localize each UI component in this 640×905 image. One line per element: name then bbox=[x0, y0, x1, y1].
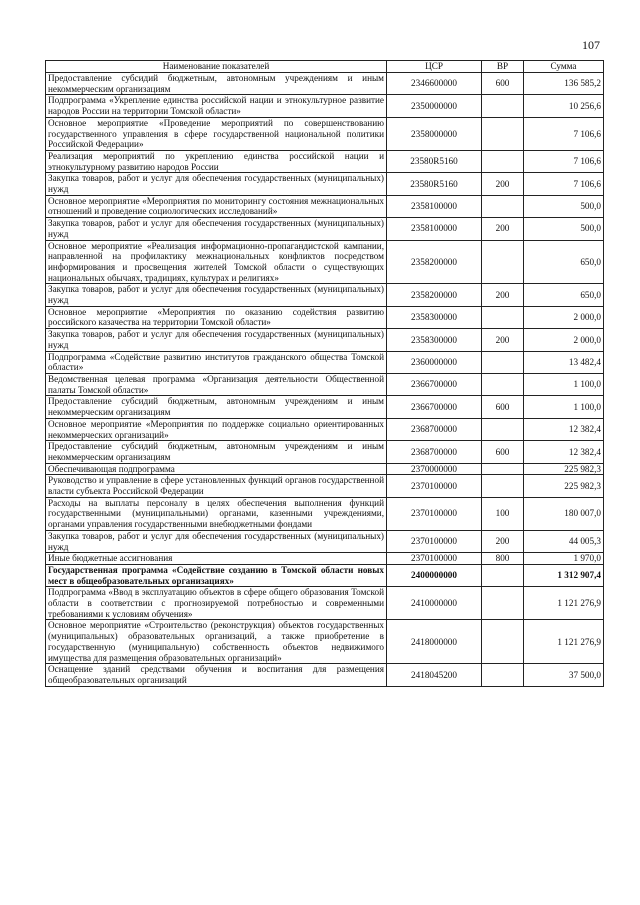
row-vr-cell bbox=[482, 664, 524, 686]
row-vr-cell: 600 bbox=[482, 441, 524, 463]
row-vr-cell bbox=[482, 95, 524, 117]
row-csr-cell: 2370100000 bbox=[387, 475, 482, 497]
budget-table bbox=[45, 60, 604, 687]
table-row bbox=[46, 218, 604, 240]
row-sum-cell: 12 382,4 bbox=[524, 418, 604, 440]
row-name-cell: Обеспечивающая подпрограмма bbox=[46, 463, 387, 475]
table-row bbox=[46, 284, 604, 306]
row-sum-cell: 225 982,3 bbox=[524, 463, 604, 475]
row-sum-cell: 500,0 bbox=[524, 218, 604, 240]
row-sum-cell: 7 106,6 bbox=[524, 173, 604, 195]
row-name-cell: Реализация мероприятий по укреплению единства российской нации и этнокультурному развитию народов России bbox=[46, 150, 387, 172]
row-csr-cell: 2358000000 bbox=[387, 117, 482, 150]
row-sum-cell: 2 000,0 bbox=[524, 329, 604, 351]
row-vr-cell bbox=[482, 373, 524, 395]
row-sum-cell: 650,0 bbox=[524, 240, 604, 284]
row-csr-cell: 2358300000 bbox=[387, 306, 482, 328]
row-sum-cell: 1 100,0 bbox=[524, 396, 604, 418]
row-sum-cell: 7 106,6 bbox=[524, 150, 604, 172]
row-name-cell: Закупка товаров, работ и услуг для обеспечения государственных (муниципальных) нужд bbox=[46, 530, 387, 552]
row-csr-cell: 23580R5160 bbox=[387, 150, 482, 172]
row-name-cell: Основное мероприятие «Строительство (реконструкция) объектов государственных (муниципальных) образовательных организаций, а также приобретение в государственную (муниципальную) собственность объектов недвижимого имущества для размещения образовательных организаций» bbox=[46, 620, 387, 664]
row-vr-cell: 200 bbox=[482, 329, 524, 351]
row-vr-cell: 100 bbox=[482, 497, 524, 530]
row-vr-cell: 800 bbox=[482, 553, 524, 565]
page-number: 107 bbox=[582, 38, 600, 52]
row-csr-cell: 2358300000 bbox=[387, 329, 482, 351]
row-vr-cell: 200 bbox=[482, 218, 524, 240]
table-row bbox=[46, 351, 604, 373]
row-vr-cell bbox=[482, 351, 524, 373]
table-row bbox=[46, 173, 604, 195]
row-sum-cell: 500,0 bbox=[524, 195, 604, 217]
header-name: Наименование показателей bbox=[46, 61, 387, 73]
table-row bbox=[46, 620, 604, 664]
row-csr-cell: 2358200000 bbox=[387, 284, 482, 306]
table-row bbox=[46, 418, 604, 440]
table-row bbox=[46, 441, 604, 463]
row-name-cell: Закупка товаров, работ и услуг для обеспечения государственных (муниципальных) нужд bbox=[46, 284, 387, 306]
table-row bbox=[46, 240, 604, 284]
row-vr-cell bbox=[482, 240, 524, 284]
row-name-cell: Иные бюджетные ассигнования bbox=[46, 553, 387, 565]
row-sum-cell: 37 500,0 bbox=[524, 664, 604, 686]
table-row bbox=[46, 587, 604, 620]
row-name-cell: Основное мероприятие «Мероприятия по оказанию содействия развитию российского казачества на территории Томской области» bbox=[46, 306, 387, 328]
row-name-cell: Государственная программа «Содействие созданию в Томской области новых мест в общеобразовательных организациях» bbox=[46, 564, 387, 586]
row-sum-cell: 650,0 bbox=[524, 284, 604, 306]
row-sum-cell: 1 312 907,4 bbox=[524, 564, 604, 586]
row-name-cell: Оснащение зданий средствами обучения и воспитания для размещения общеобразовательных организаций bbox=[46, 664, 387, 686]
row-name-cell: Подпрограмма «Содействие развитию институтов гражданского общества Томской области» bbox=[46, 351, 387, 373]
table-row bbox=[46, 553, 604, 565]
table-row bbox=[46, 463, 604, 475]
row-csr-cell: 2370100000 bbox=[387, 497, 482, 530]
row-csr-cell: 2358200000 bbox=[387, 240, 482, 284]
row-vr-cell bbox=[482, 463, 524, 475]
row-name-cell: Подпрограмма «Ввод в эксплуатацию объектов в сфере общего образования Томской области в соответствии с прогнозируемой потребностью и современными требованиями к условиям обучения» bbox=[46, 587, 387, 620]
row-name-cell: Предоставление субсидий бюджетным, автономным учреждениям и иным некоммерческим организациям bbox=[46, 441, 387, 463]
row-sum-cell: 10 256,6 bbox=[524, 95, 604, 117]
row-vr-cell bbox=[482, 564, 524, 586]
header-vr: ВР bbox=[482, 61, 524, 73]
row-csr-cell: 2370000000 bbox=[387, 463, 482, 475]
row-csr-cell: 2410000000 bbox=[387, 587, 482, 620]
row-vr-cell bbox=[482, 306, 524, 328]
row-csr-cell: 2358100000 bbox=[387, 195, 482, 217]
table-row bbox=[46, 117, 604, 150]
row-name-cell: Основное мероприятие «Реализация информационно-пропагандистской кампании, направленной на профилактику межнациональных конфликтов посредством информирования и просвещения жителей Томской области о существующих национальных обычаях, традициях, культурах и религиях» bbox=[46, 240, 387, 284]
row-vr-cell: 200 bbox=[482, 284, 524, 306]
table-header-row bbox=[46, 61, 604, 73]
row-csr-cell: 2360000000 bbox=[387, 351, 482, 373]
row-name-cell: Подпрограмма «Укрепление единства российской нации и этнокультурное развитие народов России на территории Томской области» bbox=[46, 95, 387, 117]
row-vr-cell: 600 bbox=[482, 73, 524, 95]
row-name-cell: Основное мероприятие «Проведение мероприятий по совершенствованию государственного управления в сфере государственной национальной политики Российской Федерации» bbox=[46, 117, 387, 150]
table-body bbox=[46, 73, 604, 687]
row-name-cell: Ведомственная целевая программа «Организация деятельности Общественной палаты Томской области» bbox=[46, 373, 387, 395]
table-row bbox=[46, 150, 604, 172]
row-sum-cell: 1 970,0 bbox=[524, 553, 604, 565]
row-sum-cell: 225 982,3 bbox=[524, 475, 604, 497]
row-name-cell: Закупка товаров, работ и услуг для обеспечения государственных (муниципальных) нужд bbox=[46, 329, 387, 351]
table-row bbox=[46, 306, 604, 328]
table-row bbox=[46, 475, 604, 497]
row-name-cell: Основное мероприятие «Мероприятия по поддержке социально ориентированных некоммерческих организаций» bbox=[46, 418, 387, 440]
row-csr-cell: 2400000000 bbox=[387, 564, 482, 586]
row-csr-cell: 2358100000 bbox=[387, 218, 482, 240]
row-vr-cell: 600 bbox=[482, 396, 524, 418]
row-sum-cell: 7 106,6 bbox=[524, 117, 604, 150]
row-sum-cell: 44 005,3 bbox=[524, 530, 604, 552]
table-row bbox=[46, 73, 604, 95]
header-csr: ЦСР bbox=[387, 61, 482, 73]
row-csr-cell: 2366700000 bbox=[387, 373, 482, 395]
row-csr-cell: 2350000000 bbox=[387, 95, 482, 117]
row-csr-cell: 2418000000 bbox=[387, 620, 482, 664]
row-sum-cell: 180 007,0 bbox=[524, 497, 604, 530]
row-sum-cell: 2 000,0 bbox=[524, 306, 604, 328]
row-vr-cell: 200 bbox=[482, 530, 524, 552]
table-row bbox=[46, 530, 604, 552]
row-name-cell: Расходы на выплаты персоналу в целях обеспечения выполнения функций государственными (муниципальными) органами, казенными учреждениями, органами управления государственными внебюджетными фондами bbox=[46, 497, 387, 530]
row-vr-cell bbox=[482, 587, 524, 620]
table-row bbox=[46, 497, 604, 530]
row-csr-cell: 2370100000 bbox=[387, 553, 482, 565]
row-vr-cell bbox=[482, 150, 524, 172]
row-name-cell: Руководство и управление в сфере установленных функций органов государственной власти субъекта Российской Федерации bbox=[46, 475, 387, 497]
header-sum: Сумма bbox=[524, 61, 604, 73]
row-name-cell: Предоставление субсидий бюджетным, автономным учреждениям и иным некоммерческим организациям bbox=[46, 396, 387, 418]
row-csr-cell: 23580R5160 bbox=[387, 173, 482, 195]
table-row bbox=[46, 396, 604, 418]
row-name-cell: Основное мероприятие «Мероприятия по мониторингу состояния межнациональных отношений и проведение социологических исследований» bbox=[46, 195, 387, 217]
table-row bbox=[46, 564, 604, 586]
row-name-cell: Закупка товаров, работ и услуг для обеспечения государственных (муниципальных) нужд bbox=[46, 173, 387, 195]
row-name-cell: Закупка товаров, работ и услуг для обеспечения государственных (муниципальных) нужд bbox=[46, 218, 387, 240]
row-vr-cell: 200 bbox=[482, 173, 524, 195]
row-sum-cell: 12 382,4 bbox=[524, 441, 604, 463]
row-csr-cell: 2366700000 bbox=[387, 396, 482, 418]
row-vr-cell bbox=[482, 195, 524, 217]
table-row bbox=[46, 329, 604, 351]
row-csr-cell: 2370100000 bbox=[387, 530, 482, 552]
row-csr-cell: 2368700000 bbox=[387, 418, 482, 440]
table-row bbox=[46, 373, 604, 395]
row-csr-cell: 2418045200 bbox=[387, 664, 482, 686]
table-row bbox=[46, 664, 604, 686]
row-csr-cell: 2346600000 bbox=[387, 73, 482, 95]
row-csr-cell: 2368700000 bbox=[387, 441, 482, 463]
table-row bbox=[46, 95, 604, 117]
row-sum-cell: 13 482,4 bbox=[524, 351, 604, 373]
row-name-cell: Предоставление субсидий бюджетным, автономным учреждениям и иным некоммерческим организациям bbox=[46, 73, 387, 95]
row-sum-cell: 1 121 276,9 bbox=[524, 587, 604, 620]
row-vr-cell bbox=[482, 418, 524, 440]
row-vr-cell bbox=[482, 620, 524, 664]
row-vr-cell bbox=[482, 117, 524, 150]
table-row bbox=[46, 195, 604, 217]
row-vr-cell bbox=[482, 475, 524, 497]
row-sum-cell: 1 100,0 bbox=[524, 373, 604, 395]
row-sum-cell: 136 585,2 bbox=[524, 73, 604, 95]
row-sum-cell: 1 121 276,9 bbox=[524, 620, 604, 664]
